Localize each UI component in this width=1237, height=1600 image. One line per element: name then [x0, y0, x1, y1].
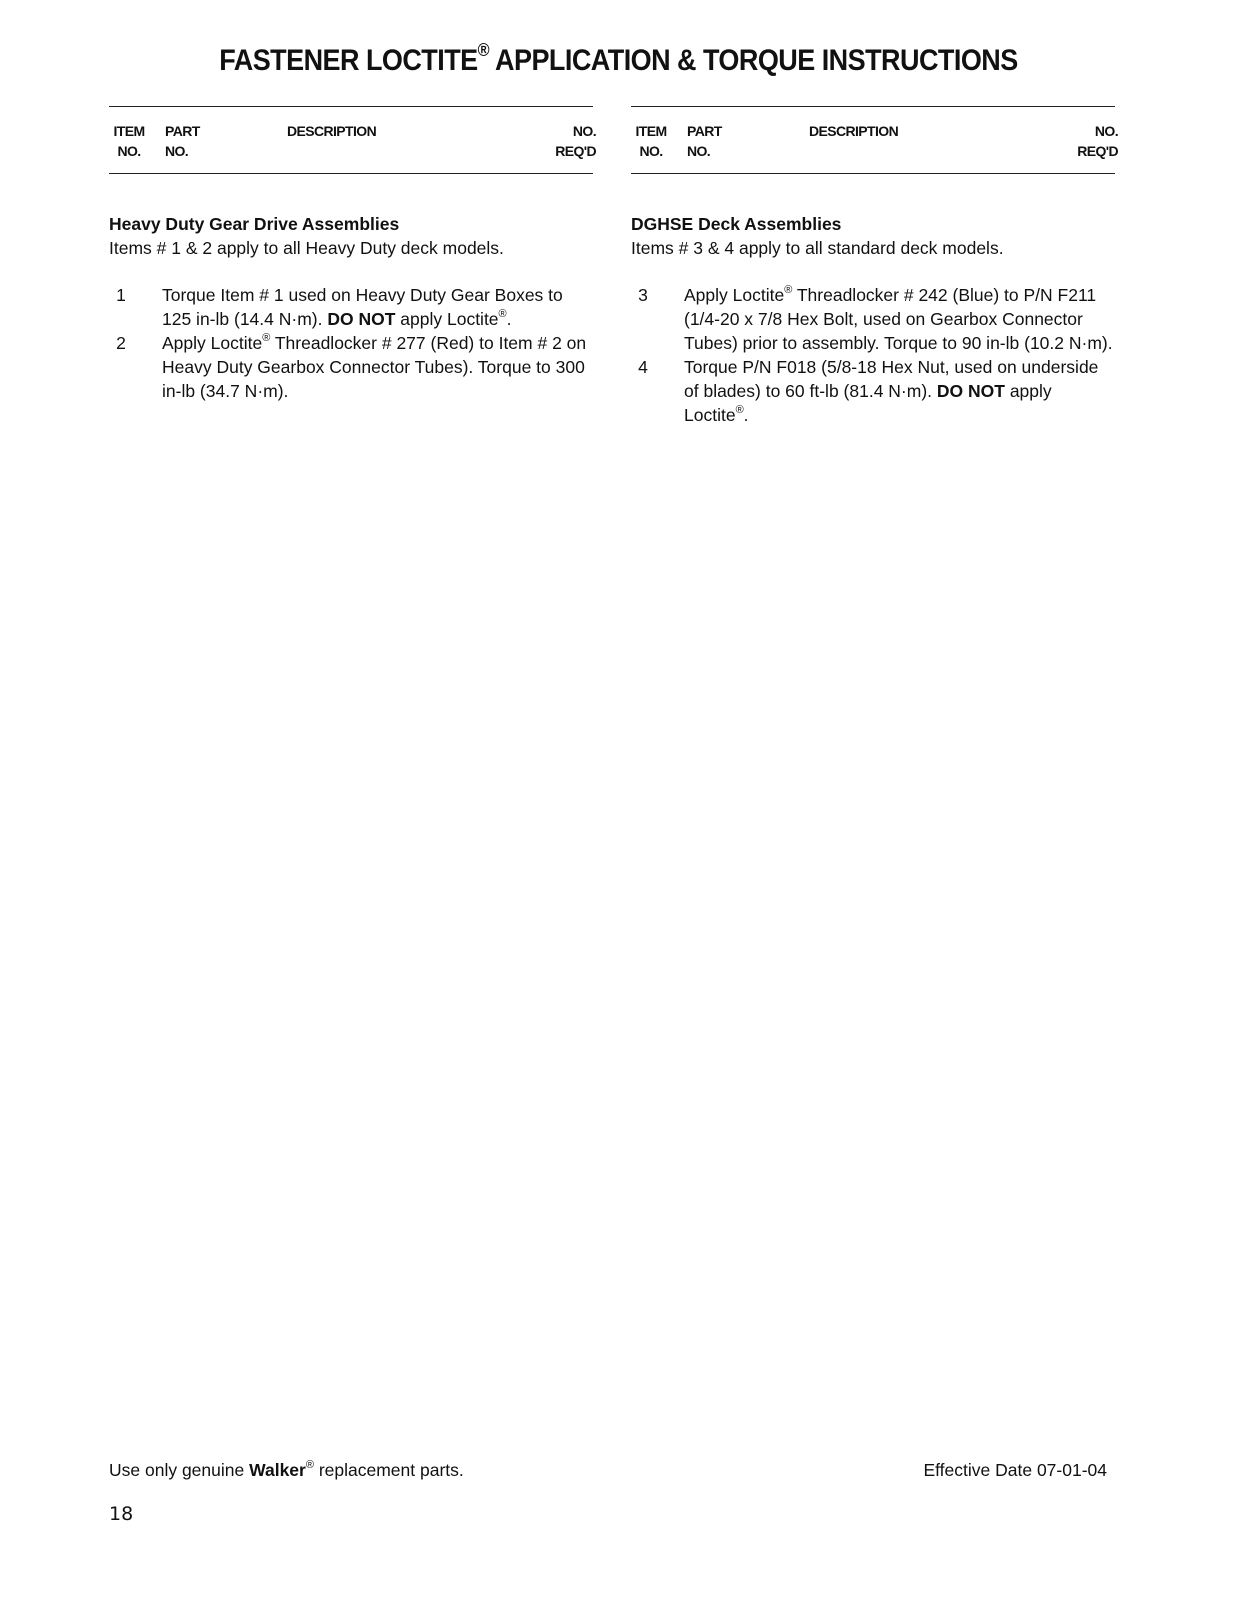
page-number: 18	[109, 1503, 134, 1525]
header-no-reqd: NO. REQ'D	[555, 123, 596, 159]
section-note: Items # 3 & 4 apply to all standard deck models.	[631, 238, 1004, 258]
header-item-no: ITEM NO.	[113, 123, 145, 159]
item-number: 3	[638, 285, 648, 305]
list-item: 1 Torque Item # 1 used on Heavy Duty Gear Boxes to 125 in-lb (14.4 N·m). DO NOT apply Loctite®.	[109, 283, 593, 331]
footer-notice: Use only genuine Walker® replacement parts.	[109, 1459, 464, 1480]
page-title: FASTENER LOCTITE® APPLICATION & TORQUE INSTRUCTIONS	[219, 40, 1018, 77]
right-column	[631, 106, 1118, 427]
header-part-no: PART NO.	[687, 123, 722, 159]
header-part-no: PART NO.	[165, 123, 200, 159]
section-note: Items # 1 & 2 apply to all Heavy Duty deck models.	[109, 238, 504, 258]
header-description: DESCRIPTION	[809, 123, 899, 139]
list-item: 3 Apply Loctite® Threadlocker # 242 (Blue) to P/N F211 (1/4-20 x 7/8 Hex Bolt, used on Gearbox Connector Tubes) prior to assembly. Torque to 90 in-lb (10.2 N·m).	[631, 283, 1115, 355]
left-column	[109, 106, 596, 403]
table-header	[109, 106, 596, 174]
item-number: 2	[116, 333, 126, 353]
effective-date: Effective Date 07-01-04	[923, 1460, 1107, 1480]
table-header	[631, 106, 1118, 174]
header-no-reqd: NO. REQ'D	[1077, 123, 1118, 159]
section-title: Heavy Duty Gear Drive Assemblies	[109, 214, 400, 234]
section-dghse	[631, 212, 1115, 427]
header-description: DESCRIPTION	[287, 123, 377, 139]
section-heavy-duty	[109, 212, 593, 403]
header-item-no: ITEM NO.	[635, 123, 667, 159]
section-title: DGHSE Deck Assemblies	[631, 214, 842, 234]
list-item: 2 Apply Loctite® Threadlocker # 277 (Red) to Item # 2 on Heavy Duty Gearbox Connector Tubes). Torque to 300 in-lb (34.7 N·m).	[109, 331, 593, 403]
item-number: 4	[638, 357, 648, 377]
item-number: 1	[116, 285, 126, 305]
list-item: 4 Torque P/N F018 (5/8-18 Hex Nut, used on underside of blades) to 60 ft-lb (81.4 N·m). DO NOT apply Loctite®.	[631, 355, 1115, 427]
